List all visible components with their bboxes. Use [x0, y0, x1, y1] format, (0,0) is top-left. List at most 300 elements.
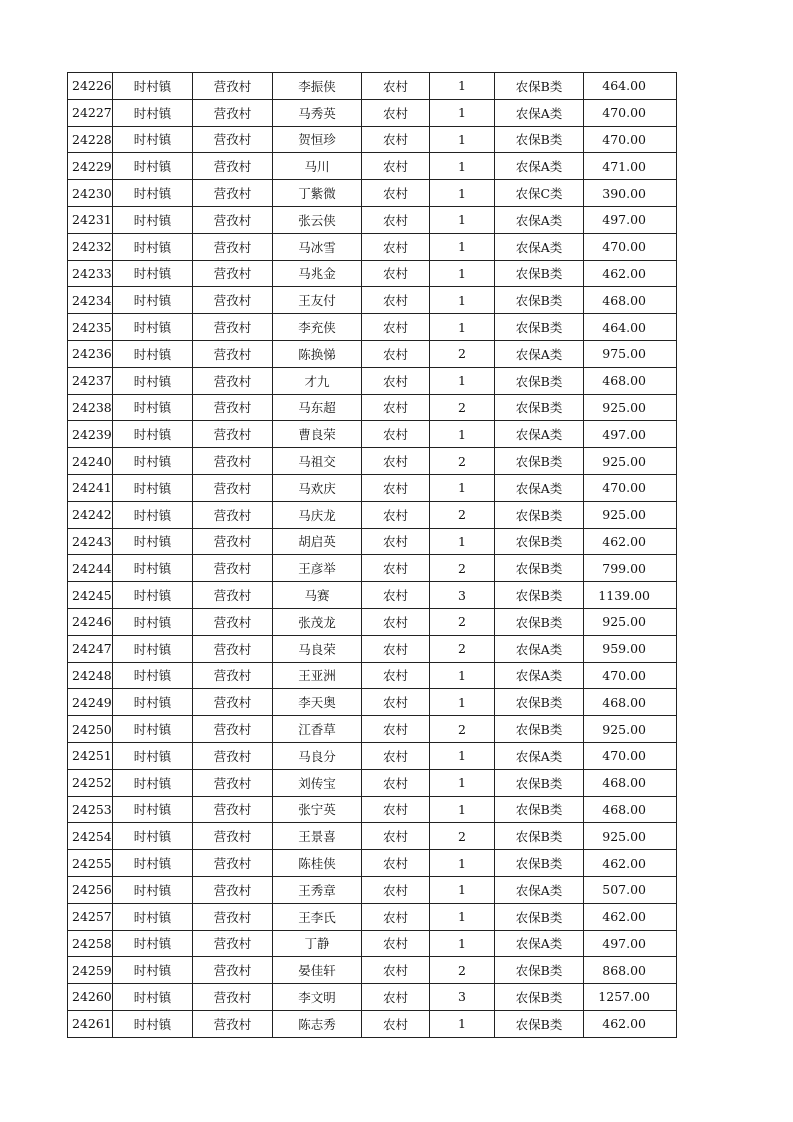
count-cell: 1 [430, 474, 495, 501]
village-cell: 营孜村 [193, 608, 273, 635]
area-cell: 农村 [362, 153, 430, 180]
table-body [68, 73, 677, 1038]
table-row [68, 742, 677, 769]
table-row [68, 474, 677, 501]
id-cell: 24239 [68, 421, 113, 448]
village-cell: 营孜村 [193, 662, 273, 689]
amount-cell: 925.00 [584, 501, 677, 528]
name-cell: 马秀英 [273, 99, 362, 126]
count-cell: 2 [430, 957, 495, 984]
table-row [68, 930, 677, 957]
village-cell: 营孜村 [193, 180, 273, 207]
village-cell: 营孜村 [193, 421, 273, 448]
amount-cell: 470.00 [584, 662, 677, 689]
category-cell: 农保B类 [495, 1010, 584, 1037]
name-cell: 马欢庆 [273, 474, 362, 501]
count-cell: 1 [430, 421, 495, 448]
town-cell: 时村镇 [113, 796, 193, 823]
area-cell: 农村 [362, 394, 430, 421]
count-cell: 1 [430, 153, 495, 180]
town-cell: 时村镇 [113, 742, 193, 769]
town-cell: 时村镇 [113, 153, 193, 180]
area-cell: 农村 [362, 582, 430, 609]
amount-cell: 468.00 [584, 287, 677, 314]
category-cell: 农保B类 [495, 260, 584, 287]
village-cell: 营孜村 [193, 394, 273, 421]
id-cell: 24227 [68, 99, 113, 126]
name-cell: 王秀章 [273, 876, 362, 903]
amount-cell: 1257.00 [584, 984, 677, 1011]
count-cell: 1 [430, 367, 495, 394]
count-cell: 2 [430, 501, 495, 528]
town-cell: 时村镇 [113, 180, 193, 207]
id-cell: 24240 [68, 448, 113, 475]
id-cell: 24241 [68, 474, 113, 501]
id-cell: 24256 [68, 876, 113, 903]
village-cell: 营孜村 [193, 957, 273, 984]
category-cell: 农保B类 [495, 73, 584, 100]
table-row [68, 635, 677, 662]
id-cell: 24235 [68, 314, 113, 341]
id-cell: 24248 [68, 662, 113, 689]
table-row [68, 689, 677, 716]
amount-cell: 464.00 [584, 73, 677, 100]
town-cell: 时村镇 [113, 769, 193, 796]
table-row [68, 501, 677, 528]
village-cell: 营孜村 [193, 340, 273, 367]
category-cell: 农保B类 [495, 716, 584, 743]
count-cell: 3 [430, 984, 495, 1011]
category-cell: 农保B类 [495, 823, 584, 850]
village-cell: 营孜村 [193, 206, 273, 233]
table-row [68, 260, 677, 287]
village-cell: 营孜村 [193, 287, 273, 314]
amount-cell: 925.00 [584, 394, 677, 421]
id-cell: 24246 [68, 608, 113, 635]
table-row [68, 1010, 677, 1037]
category-cell: 农保A类 [495, 153, 584, 180]
table-row [68, 394, 677, 421]
area-cell: 农村 [362, 73, 430, 100]
name-cell: 马赛 [273, 582, 362, 609]
area-cell: 农村 [362, 957, 430, 984]
town-cell: 时村镇 [113, 957, 193, 984]
id-cell: 24254 [68, 823, 113, 850]
village-cell: 营孜村 [193, 126, 273, 153]
amount-cell: 462.00 [584, 260, 677, 287]
town-cell: 时村镇 [113, 126, 193, 153]
count-cell: 1 [430, 180, 495, 207]
count-cell: 1 [430, 260, 495, 287]
table-row [68, 582, 677, 609]
village-cell: 营孜村 [193, 528, 273, 555]
category-cell: 农保B类 [495, 796, 584, 823]
name-cell: 马冰雪 [273, 233, 362, 260]
amount-cell: 464.00 [584, 314, 677, 341]
table-row [68, 555, 677, 582]
name-cell: 王景喜 [273, 823, 362, 850]
count-cell: 1 [430, 903, 495, 930]
town-cell: 时村镇 [113, 340, 193, 367]
area-cell: 农村 [362, 823, 430, 850]
name-cell: 江香草 [273, 716, 362, 743]
village-cell: 营孜村 [193, 689, 273, 716]
amount-cell: 497.00 [584, 206, 677, 233]
area-cell: 农村 [362, 876, 430, 903]
amount-cell: 497.00 [584, 930, 677, 957]
area-cell: 农村 [362, 233, 430, 260]
amount-cell: 470.00 [584, 474, 677, 501]
area-cell: 农村 [362, 716, 430, 743]
name-cell: 张茂龙 [273, 608, 362, 635]
table-row [68, 608, 677, 635]
name-cell: 马兆金 [273, 260, 362, 287]
count-cell: 1 [430, 850, 495, 877]
id-cell: 24230 [68, 180, 113, 207]
table-row [68, 903, 677, 930]
amount-cell: 468.00 [584, 769, 677, 796]
id-cell: 24249 [68, 689, 113, 716]
area-cell: 农村 [362, 1010, 430, 1037]
town-cell: 时村镇 [113, 984, 193, 1011]
name-cell: 晏佳轩 [273, 957, 362, 984]
category-cell: 农保C类 [495, 180, 584, 207]
id-cell: 24236 [68, 340, 113, 367]
table-row [68, 850, 677, 877]
area-cell: 农村 [362, 474, 430, 501]
count-cell: 3 [430, 582, 495, 609]
table-row [68, 153, 677, 180]
count-cell: 1 [430, 769, 495, 796]
amount-cell: 868.00 [584, 957, 677, 984]
area-cell: 农村 [362, 662, 430, 689]
table-row [68, 716, 677, 743]
amount-cell: 1139.00 [584, 582, 677, 609]
area-cell: 农村 [362, 99, 430, 126]
town-cell: 时村镇 [113, 421, 193, 448]
name-cell: 王友付 [273, 287, 362, 314]
count-cell: 1 [430, 742, 495, 769]
area-cell: 农村 [362, 260, 430, 287]
area-cell: 农村 [362, 448, 430, 475]
count-cell: 1 [430, 1010, 495, 1037]
town-cell: 时村镇 [113, 99, 193, 126]
town-cell: 时村镇 [113, 287, 193, 314]
amount-cell: 470.00 [584, 99, 677, 126]
town-cell: 时村镇 [113, 501, 193, 528]
table-row [68, 206, 677, 233]
area-cell: 农村 [362, 287, 430, 314]
name-cell: 张云侠 [273, 206, 362, 233]
town-cell: 时村镇 [113, 528, 193, 555]
amount-cell: 468.00 [584, 689, 677, 716]
category-cell: 农保B类 [495, 608, 584, 635]
area-cell: 农村 [362, 206, 430, 233]
amount-cell: 462.00 [584, 850, 677, 877]
town-cell: 时村镇 [113, 876, 193, 903]
name-cell: 李文明 [273, 984, 362, 1011]
category-cell: 农保B类 [495, 555, 584, 582]
category-cell: 农保B类 [495, 448, 584, 475]
name-cell: 马东超 [273, 394, 362, 421]
category-cell: 农保A类 [495, 233, 584, 260]
village-cell: 营孜村 [193, 876, 273, 903]
category-cell: 农保B类 [495, 689, 584, 716]
table-row [68, 233, 677, 260]
table-row [68, 180, 677, 207]
name-cell: 陈桂侠 [273, 850, 362, 877]
category-cell: 农保B类 [495, 957, 584, 984]
id-cell: 24260 [68, 984, 113, 1011]
amount-cell: 462.00 [584, 903, 677, 930]
count-cell: 1 [430, 314, 495, 341]
town-cell: 时村镇 [113, 689, 193, 716]
id-cell: 24233 [68, 260, 113, 287]
village-cell: 营孜村 [193, 716, 273, 743]
area-cell: 农村 [362, 850, 430, 877]
town-cell: 时村镇 [113, 474, 193, 501]
amount-cell: 462.00 [584, 1010, 677, 1037]
town-cell: 时村镇 [113, 448, 193, 475]
village-cell: 营孜村 [193, 1010, 273, 1037]
amount-cell: 470.00 [584, 126, 677, 153]
id-cell: 24251 [68, 742, 113, 769]
town-cell: 时村镇 [113, 1010, 193, 1037]
town-cell: 时村镇 [113, 206, 193, 233]
table-row [68, 876, 677, 903]
name-cell: 王亚洲 [273, 662, 362, 689]
table-row [68, 340, 677, 367]
category-cell: 农保B类 [495, 528, 584, 555]
village-cell: 营孜村 [193, 233, 273, 260]
count-cell: 2 [430, 448, 495, 475]
town-cell: 时村镇 [113, 662, 193, 689]
name-cell: 李天奥 [273, 689, 362, 716]
count-cell: 1 [430, 528, 495, 555]
name-cell: 王彦举 [273, 555, 362, 582]
village-cell: 营孜村 [193, 903, 273, 930]
category-cell: 农保B类 [495, 501, 584, 528]
amount-cell: 925.00 [584, 448, 677, 475]
count-cell: 1 [430, 233, 495, 260]
table-row [68, 448, 677, 475]
category-cell: 农保B类 [495, 367, 584, 394]
town-cell: 时村镇 [113, 233, 193, 260]
name-cell: 李振侠 [273, 73, 362, 100]
amount-cell: 462.00 [584, 528, 677, 555]
id-cell: 24255 [68, 850, 113, 877]
count-cell: 1 [430, 287, 495, 314]
count-cell: 2 [430, 394, 495, 421]
count-cell: 2 [430, 823, 495, 850]
village-cell: 营孜村 [193, 314, 273, 341]
village-cell: 营孜村 [193, 850, 273, 877]
area-cell: 农村 [362, 528, 430, 555]
count-cell: 1 [430, 73, 495, 100]
amount-cell: 390.00 [584, 180, 677, 207]
name-cell: 马良荣 [273, 635, 362, 662]
village-cell: 营孜村 [193, 635, 273, 662]
village-cell: 营孜村 [193, 823, 273, 850]
id-cell: 24242 [68, 501, 113, 528]
area-cell: 农村 [362, 608, 430, 635]
town-cell: 时村镇 [113, 930, 193, 957]
count-cell: 1 [430, 689, 495, 716]
village-cell: 营孜村 [193, 99, 273, 126]
table-row [68, 528, 677, 555]
village-cell: 营孜村 [193, 367, 273, 394]
area-cell: 农村 [362, 367, 430, 394]
id-cell: 24231 [68, 206, 113, 233]
amount-cell: 497.00 [584, 421, 677, 448]
area-cell: 农村 [362, 984, 430, 1011]
area-cell: 农村 [362, 555, 430, 582]
table-row [68, 367, 677, 394]
area-cell: 农村 [362, 930, 430, 957]
id-cell: 24252 [68, 769, 113, 796]
town-cell: 时村镇 [113, 555, 193, 582]
table-row [68, 99, 677, 126]
count-cell: 2 [430, 716, 495, 743]
amount-cell: 925.00 [584, 716, 677, 743]
amount-cell: 799.00 [584, 555, 677, 582]
area-cell: 农村 [362, 501, 430, 528]
amount-cell: 470.00 [584, 233, 677, 260]
count-cell: 2 [430, 608, 495, 635]
category-cell: 农保B类 [495, 582, 584, 609]
category-cell: 农保A类 [495, 99, 584, 126]
area-cell: 农村 [362, 742, 430, 769]
area-cell: 农村 [362, 314, 430, 341]
category-cell: 农保A类 [495, 340, 584, 367]
area-cell: 农村 [362, 126, 430, 153]
name-cell: 马川 [273, 153, 362, 180]
amount-cell: 468.00 [584, 796, 677, 823]
village-cell: 营孜村 [193, 555, 273, 582]
area-cell: 农村 [362, 340, 430, 367]
id-cell: 24258 [68, 930, 113, 957]
town-cell: 时村镇 [113, 367, 193, 394]
amount-cell: 468.00 [584, 367, 677, 394]
area-cell: 农村 [362, 689, 430, 716]
amount-cell: 470.00 [584, 742, 677, 769]
category-cell: 农保A类 [495, 206, 584, 233]
area-cell: 农村 [362, 180, 430, 207]
amount-cell: 471.00 [584, 153, 677, 180]
name-cell: 马祖交 [273, 448, 362, 475]
id-cell: 24234 [68, 287, 113, 314]
name-cell: 张宁英 [273, 796, 362, 823]
town-cell: 时村镇 [113, 608, 193, 635]
town-cell: 时村镇 [113, 903, 193, 930]
id-cell: 24228 [68, 126, 113, 153]
id-cell: 24232 [68, 233, 113, 260]
table-row [68, 287, 677, 314]
table-row [68, 73, 677, 100]
category-cell: 农保B类 [495, 394, 584, 421]
table-row [68, 769, 677, 796]
count-cell: 2 [430, 340, 495, 367]
category-cell: 农保A类 [495, 474, 584, 501]
table-row [68, 984, 677, 1011]
town-cell: 时村镇 [113, 635, 193, 662]
town-cell: 时村镇 [113, 394, 193, 421]
area-cell: 农村 [362, 796, 430, 823]
village-cell: 营孜村 [193, 984, 273, 1011]
id-cell: 24244 [68, 555, 113, 582]
id-cell: 24247 [68, 635, 113, 662]
count-cell: 1 [430, 126, 495, 153]
village-cell: 营孜村 [193, 582, 273, 609]
category-cell: 农保B类 [495, 126, 584, 153]
area-cell: 农村 [362, 769, 430, 796]
name-cell: 王李氏 [273, 903, 362, 930]
count-cell: 2 [430, 635, 495, 662]
village-cell: 营孜村 [193, 153, 273, 180]
area-cell: 农村 [362, 635, 430, 662]
village-cell: 营孜村 [193, 448, 273, 475]
category-cell: 农保A类 [495, 635, 584, 662]
id-cell: 24259 [68, 957, 113, 984]
area-cell: 农村 [362, 421, 430, 448]
name-cell: 贺恒珍 [273, 126, 362, 153]
id-cell: 24229 [68, 153, 113, 180]
category-cell: 农保B类 [495, 984, 584, 1011]
table-row [68, 314, 677, 341]
id-cell: 24245 [68, 582, 113, 609]
name-cell: 马庆龙 [273, 501, 362, 528]
id-cell: 24237 [68, 367, 113, 394]
category-cell: 农保B类 [495, 314, 584, 341]
name-cell: 马良分 [273, 742, 362, 769]
area-cell: 农村 [362, 903, 430, 930]
category-cell: 农保B类 [495, 850, 584, 877]
table-row [68, 823, 677, 850]
amount-cell: 925.00 [584, 823, 677, 850]
town-cell: 时村镇 [113, 73, 193, 100]
table-row [68, 796, 677, 823]
amount-cell: 959.00 [584, 635, 677, 662]
name-cell: 丁紫微 [273, 180, 362, 207]
town-cell: 时村镇 [113, 716, 193, 743]
village-cell: 营孜村 [193, 769, 273, 796]
town-cell: 时村镇 [113, 260, 193, 287]
village-cell: 营孜村 [193, 742, 273, 769]
village-cell: 营孜村 [193, 930, 273, 957]
amount-cell: 975.00 [584, 340, 677, 367]
id-cell: 24253 [68, 796, 113, 823]
count-cell: 1 [430, 662, 495, 689]
village-cell: 营孜村 [193, 260, 273, 287]
name-cell: 曹良荣 [273, 421, 362, 448]
name-cell: 才九 [273, 367, 362, 394]
amount-cell: 507.00 [584, 876, 677, 903]
name-cell: 丁静 [273, 930, 362, 957]
id-cell: 24238 [68, 394, 113, 421]
count-cell: 1 [430, 99, 495, 126]
count-cell: 1 [430, 796, 495, 823]
category-cell: 农保A类 [495, 930, 584, 957]
id-cell: 24243 [68, 528, 113, 555]
table-row [68, 662, 677, 689]
benefit-table [67, 72, 677, 1038]
village-cell: 营孜村 [193, 73, 273, 100]
village-cell: 营孜村 [193, 501, 273, 528]
id-cell: 24226 [68, 73, 113, 100]
table-row [68, 126, 677, 153]
table-row [68, 421, 677, 448]
count-cell: 2 [430, 555, 495, 582]
